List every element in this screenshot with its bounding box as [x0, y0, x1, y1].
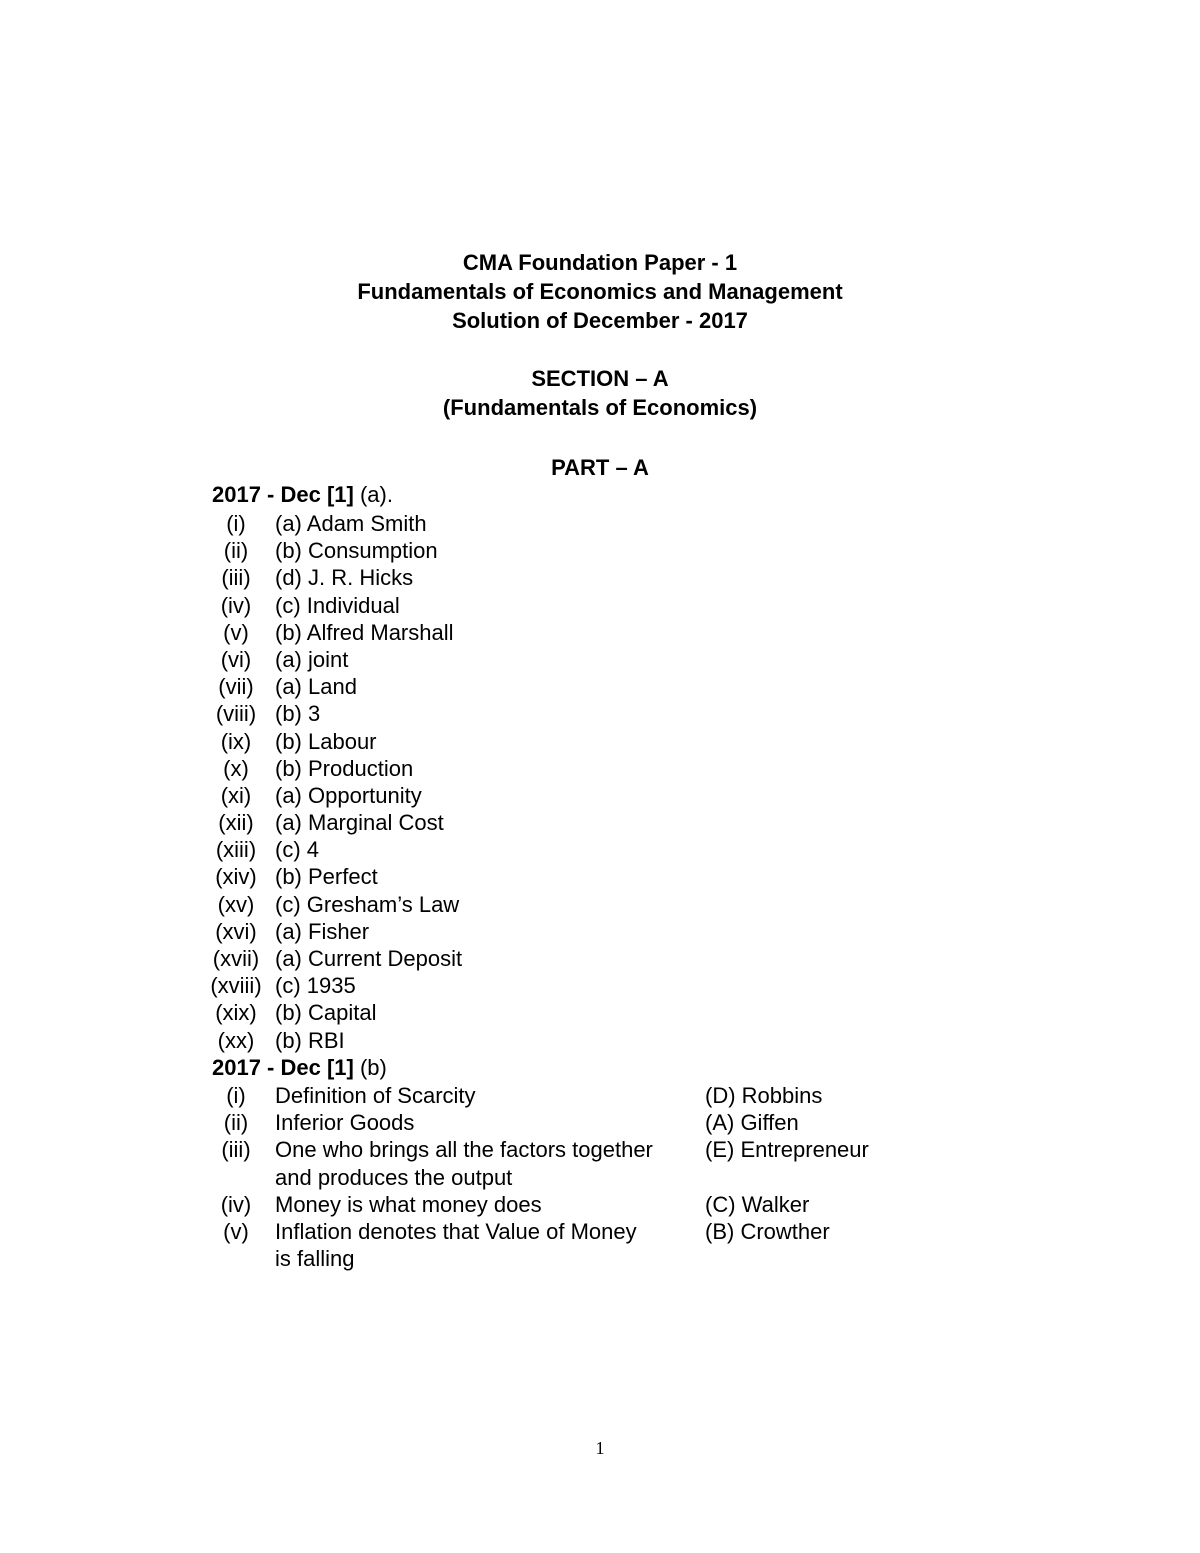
part-heading: PART – A — [551, 455, 649, 480]
item-match: (E) Entrepreneur — [705, 1137, 869, 1163]
item-number: (viii) — [215, 701, 257, 727]
item-answer: (b) Alfred Marshall — [275, 619, 454, 645]
item-match: (C) Walker — [705, 1191, 810, 1217]
item-number: (iii) — [221, 565, 251, 591]
match-list-1b — [208, 1082, 869, 1272]
item-match: (B) Crowther — [705, 1219, 830, 1245]
item-answer: (a) Current Deposit — [275, 946, 463, 971]
item-number: (xiii) — [215, 837, 257, 863]
question-1b-label: 2017 - Dec [1] — [212, 1055, 354, 1080]
item-answer: (b) Perfect — [275, 864, 378, 890]
item-answer: (b) Production — [275, 755, 414, 781]
item-answer: (b) Consumption — [275, 538, 438, 564]
item-number: (iii) — [221, 1137, 251, 1163]
item-match: (A) Giffen — [705, 1110, 799, 1136]
match-item — [208, 1109, 799, 1136]
match-item — [208, 1191, 810, 1218]
item-answer: (c) Gresham’s Law — [275, 891, 460, 917]
item-answer: (c) Individual — [275, 592, 400, 618]
paper-subject: Fundamentals of Economics and Management — [357, 279, 843, 304]
item-number: (v) — [223, 619, 249, 645]
match-item — [208, 1136, 869, 1190]
item-number: (xi) — [220, 782, 252, 808]
section-title: SECTION – A — [531, 366, 669, 391]
page-number: 1 — [595, 1438, 605, 1458]
item-number: (ii) — [223, 1110, 249, 1136]
document-header — [0, 248, 1200, 335]
item-number: (i) — [226, 1083, 246, 1108]
item-answer: (b) Capital — [275, 1000, 377, 1026]
item-answer: (c) 4 — [275, 837, 319, 863]
item-number: (iv) — [220, 592, 252, 618]
item-number: (v) — [223, 1219, 249, 1245]
item-number: (vi) — [220, 646, 252, 672]
question-1a-label: 2017 - Dec [1] — [212, 482, 354, 507]
item-number: (xvi) — [215, 918, 257, 944]
item-number: (iv) — [220, 1191, 252, 1217]
item-answer: (a) Marginal Cost — [275, 810, 444, 836]
item-answer: (a) Adam Smith — [275, 511, 427, 536]
item-number: (xvii) — [212, 946, 260, 971]
item-number: (xii) — [218, 810, 254, 836]
item-number: (xix) — [215, 1000, 257, 1026]
item-answer: (b) RBI — [275, 1027, 345, 1053]
section-subtitle: (Fundamentals of Economics) — [442, 395, 758, 420]
question-1a-heading — [212, 481, 393, 508]
item-answer: (b) 3 — [275, 701, 321, 727]
question-1a-suffix: (a). — [353, 482, 393, 507]
item-number: (ix) — [220, 728, 252, 754]
item-number: (xiv) — [215, 864, 257, 890]
paper-title: CMA Foundation Paper - 1 — [462, 250, 738, 275]
item-description: Inferior Goods — [275, 1110, 415, 1136]
item-description: Money is what money does — [275, 1191, 542, 1217]
item-number: (i) — [226, 511, 246, 536]
item-number: (x) — [223, 755, 249, 781]
item-answer: (c) 1935 — [275, 973, 356, 999]
item-answer: (a) joint — [275, 646, 349, 672]
item-number: (xviii) — [210, 973, 262, 999]
match-item — [208, 1218, 830, 1272]
question-1b-suffix: (b) — [353, 1055, 387, 1080]
item-answer: (b) Labour — [275, 728, 377, 754]
item-match: (D) Robbins — [705, 1083, 823, 1108]
item-answer: (a) Fisher — [275, 918, 370, 944]
section-heading — [0, 364, 1200, 422]
question-1b-heading — [212, 1054, 387, 1081]
item-answer: (a) Land — [275, 674, 357, 700]
item-answer: (d) J. R. Hicks — [275, 565, 414, 591]
item-number: (xv) — [217, 891, 255, 917]
item-description: Inflation denotes that Value of Money is falling — [275, 1219, 637, 1272]
match-item — [208, 1082, 823, 1109]
item-description: Definition of Scarcity — [275, 1083, 476, 1108]
item-number: (ii) — [223, 538, 249, 564]
item-description: One who brings all the factors together and produces the output — [275, 1137, 653, 1190]
paper-session: Solution of December - 2017 — [452, 308, 748, 333]
item-number: (xx) — [217, 1027, 255, 1053]
item-answer: (a) Opportunity — [275, 782, 422, 808]
item-number: (vii) — [218, 674, 254, 700]
